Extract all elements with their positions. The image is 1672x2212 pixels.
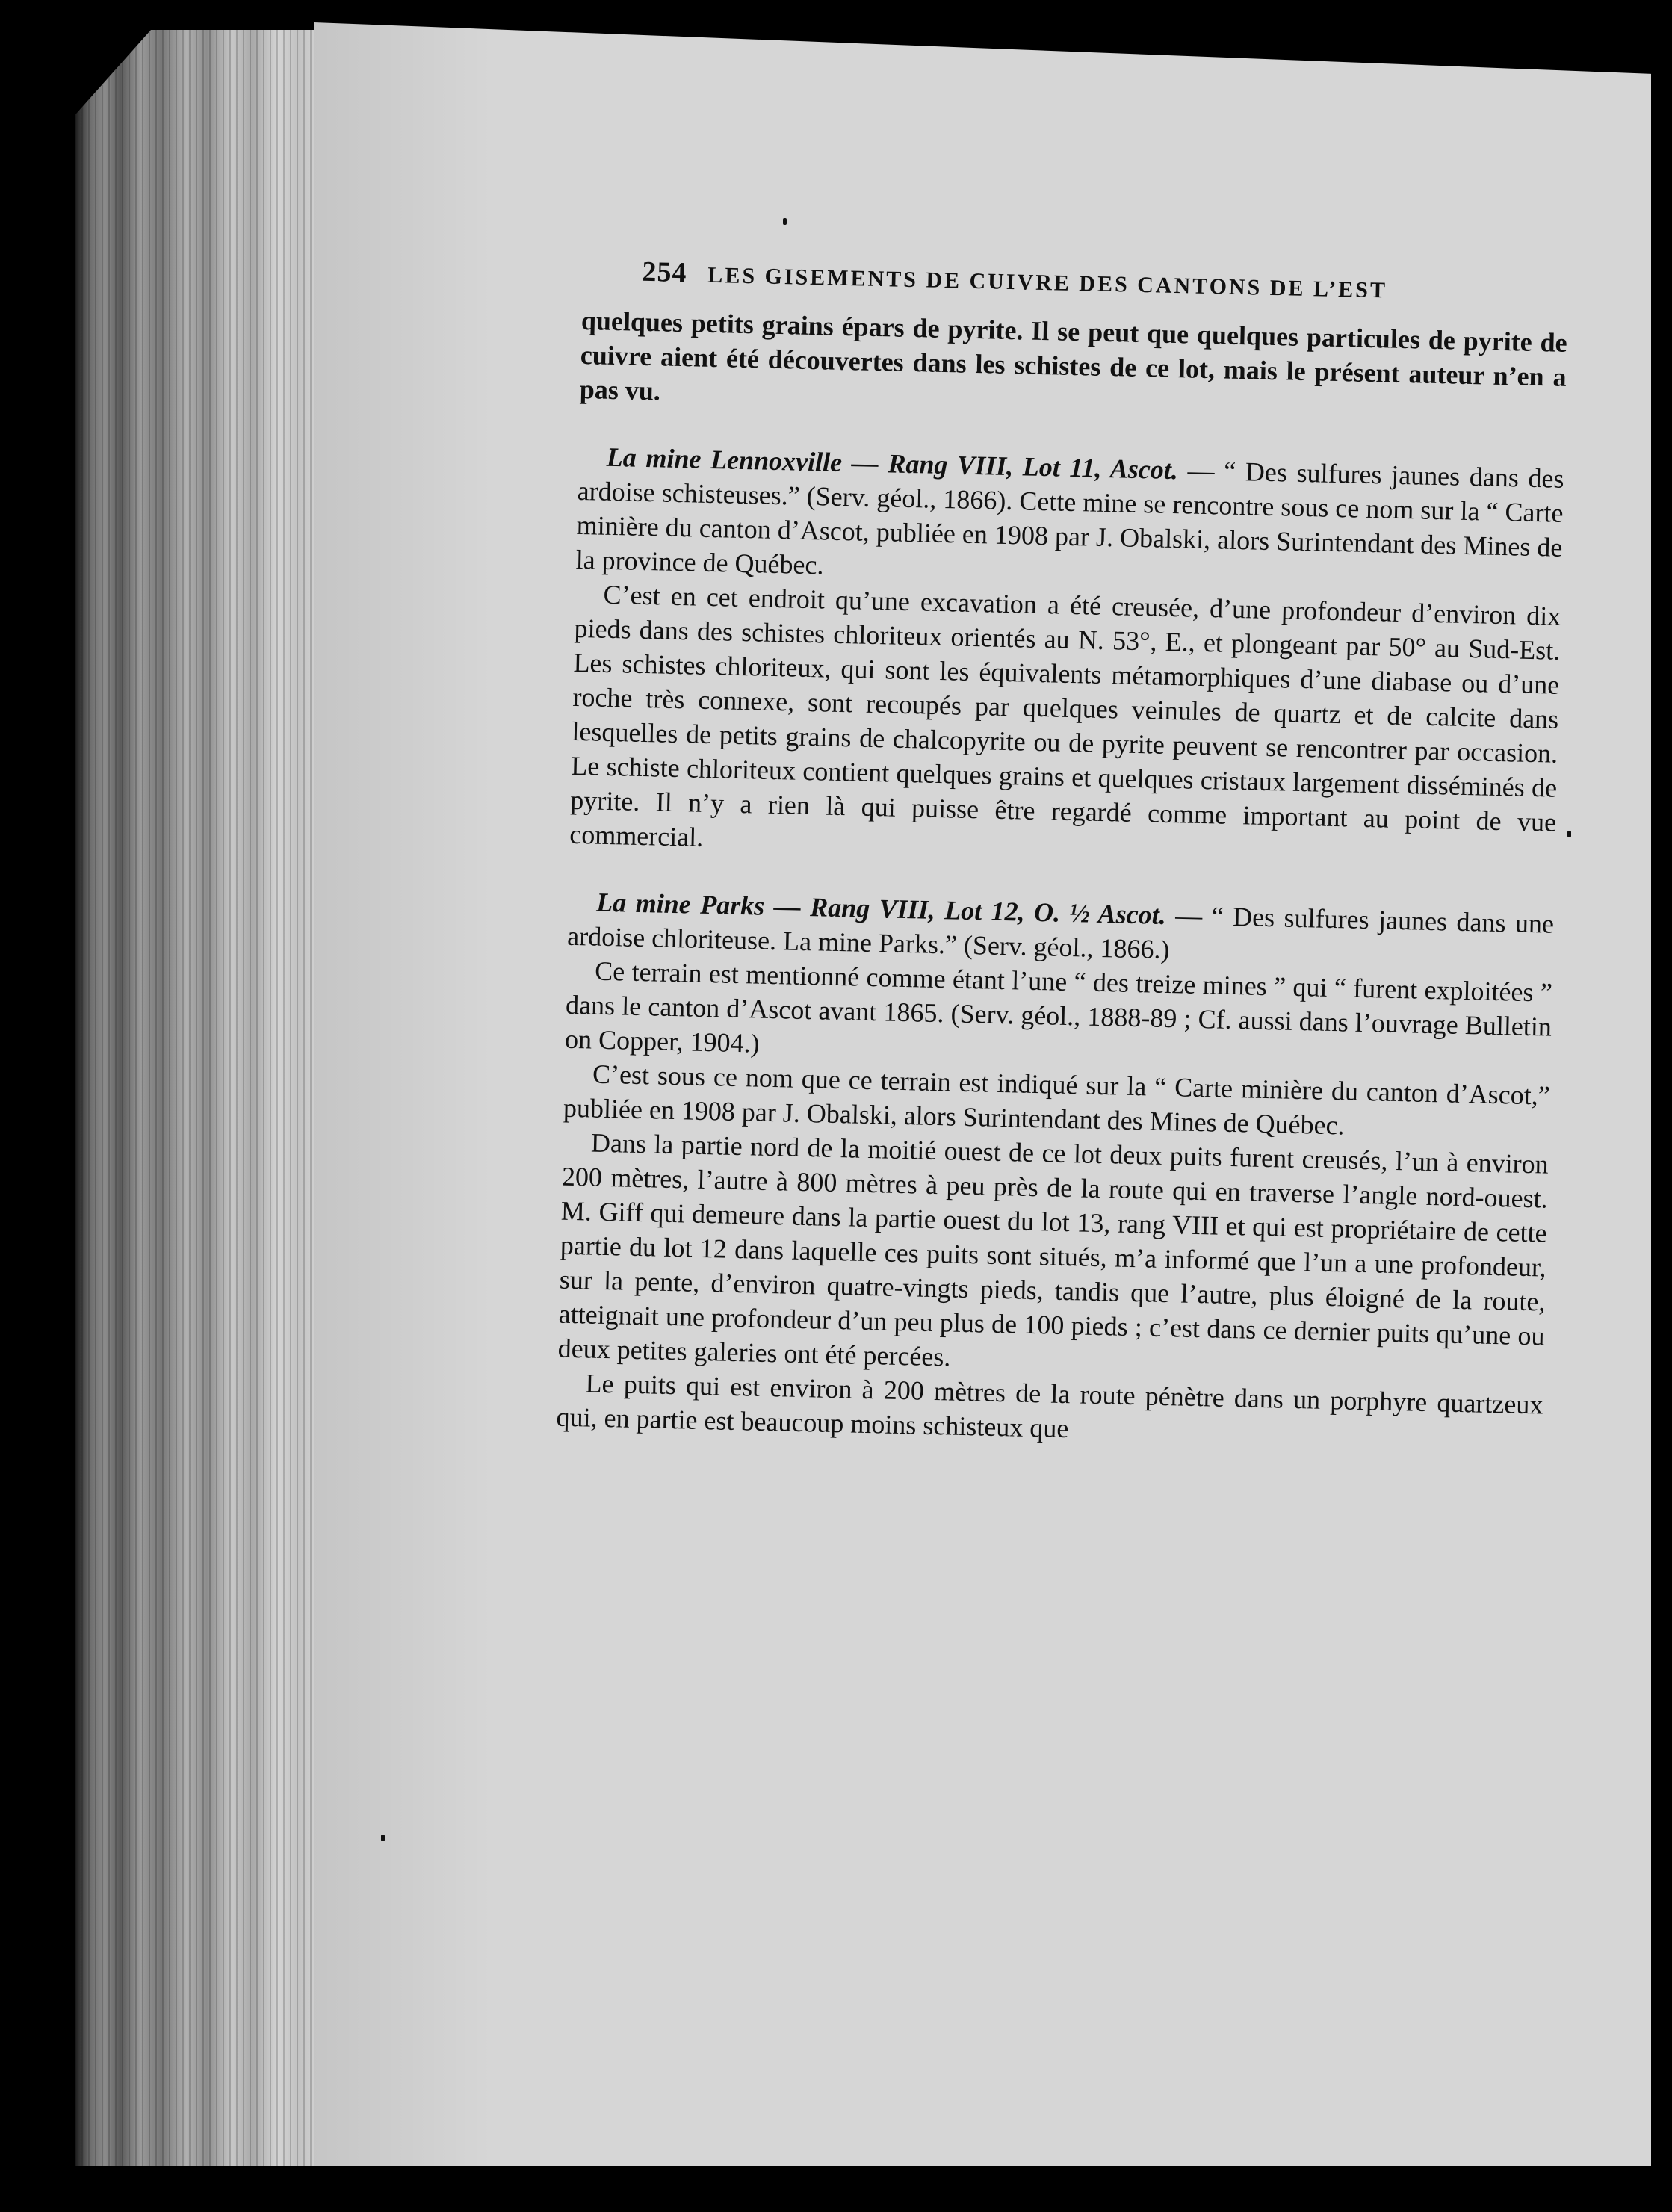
lennoxville-intro-text: — “ Des sulfures jaunes dans des ardoise schisteuses.” (Serv. géol., 1866). Cette mine se rencontre sous ce nom sur la “ Carte minière du canton d’Ascot, publiée en 1908 par J. Obalski, alors Surintendant des Mines de la province de Québec. — [575, 455, 1564, 580]
speck-mark — [783, 218, 787, 225]
speck-mark — [381, 1835, 385, 1841]
paragraph-parks-shafts: Dans la partie nord de la moitié ouest de ce lot deux puits furent creusés, l’un à environ 200 mètres, l’autre à 800 mètres à peu près de la route qui en traverse l’angle nord-ouest. M. Giff qui demeure dans la partie ouest du lot 13, rang VIII et qui est propriétaire de cette partie du lot 12 dans laquelle ces puits sont situés, m’a informé que l’un a une profondeur, sur la pente, d’environ quatre-vingts pieds, tandis que l’autre, plus éloigné de la route, atteignait une profondeur d’un peu plus de 100 pieds ; c’est dans ce dernier puits qu’une ou deux petites galeries ont été percées. — [557, 1127, 1549, 1372]
paragraph-continuation: quelques petits grains épars de pyrite. Il se peut que quelques particules de pyrite de cuivre aient été découvertes dans les schistes de ce lot, mais le présent auteur n’en a pas vu. — [579, 305, 1568, 406]
section-heading-parks: La mine Parks — Rang VIII, Lot 12, O. ½ Ascot. — [595, 887, 1167, 930]
page-number: 254 — [642, 255, 687, 289]
running-title: LES GISEMENTS DE CUIVRE DES CANTONS DE L’EST — [707, 262, 1388, 303]
paragraph-parks-porphyry: Le puits qui est environ à 200 mètres de la route pénètre dans un porphyre quartzeux qui, en partie est beaucoup moins schisteux que — [556, 1368, 1543, 1444]
paragraph-lennoxville-description: C’est en cet endroit qu’une excavation a été creusée, d’une profondeur d’environ dix pieds dans des schistes chloriteux orientés au N. 53°, E., et plongeant par 50° au Sud-Est. Les schistes chloriteux, qui sont les équivalents métamorphiques d’une diabase ou d’une roche très connexe, sont recoupés par quelques veinules de quartz et de calcite dans lesquelles de petits grains de chalcopyrite ou de pyrite peuvent se rencontrer par occasion. Le schiste chloriteux contient quelques grains et quelques cristaux largement disséminés de pyrite. Il n’y a rien là qui puisse être regardé comme important au point de vue commercial. — [569, 579, 1561, 852]
paragraph-parks-map: C’est sous ce nom que ce terrain est indiqué sur la “ Carte minière du canton d’Ascot,” publiée en 1908 par J. Obalski, alors Surintendant des Mines de Québec. — [563, 1059, 1551, 1141]
paragraph-lennoxville-intro — [575, 439, 1564, 599]
paragraph-parks-history: Ce terrain est mentionné comme étant l’une “ des treize mines ” qui “ furent exploitées ” dans le canton d’Ascot avant 1865. (Serv. géol., 1888-89 ; Cf. aussi dans l’ouvrage Bulletin on Copper, 1904.) — [564, 955, 1553, 1059]
speck-mark — [1567, 831, 1571, 837]
parks-intro-text: — “ Des sulfures jaunes dans une ardoise chloriteuse. La mine Parks.” (Serv. géol., 1866.) — [566, 899, 1555, 965]
page-edge-lines — [75, 30, 329, 2166]
text-block — [556, 254, 1569, 1457]
gutter-shadow — [314, 22, 493, 2166]
section-heading-lennoxville: La mine Lennoxville — Rang VIII, Lot 11, Ascot. — [606, 442, 1179, 486]
